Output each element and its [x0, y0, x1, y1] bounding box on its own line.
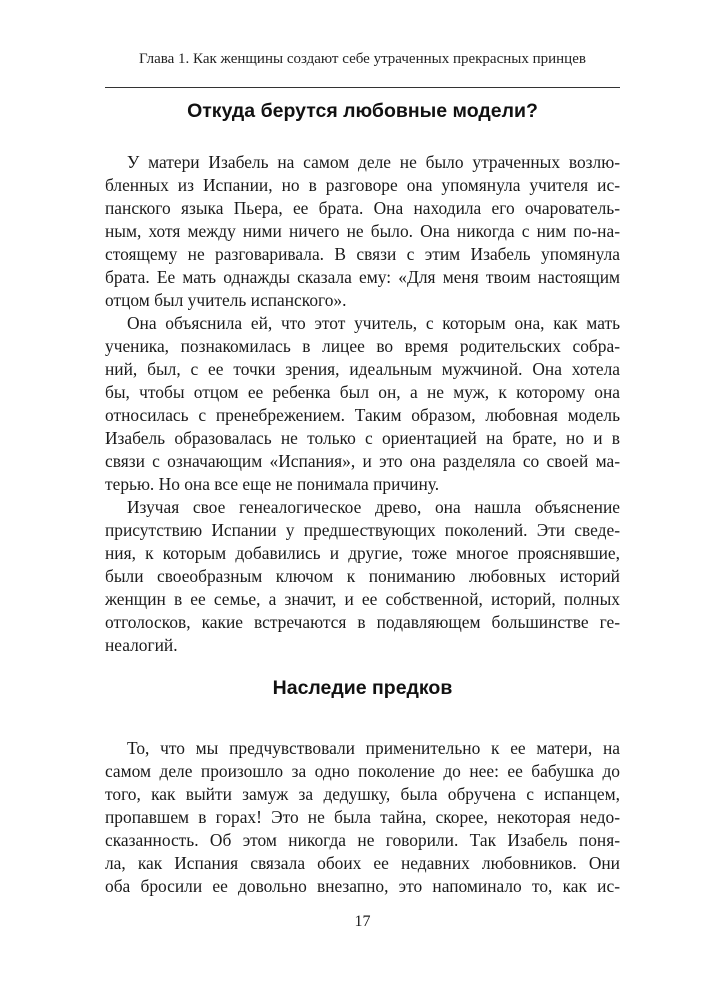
text-line: ученика, познакомилась в лицее во время родительских собра- — [105, 336, 620, 356]
header-divider — [105, 87, 620, 88]
text-line: отцом был учитель испанского». — [105, 290, 347, 310]
text-line: панского языка Пьера, ее брата. Она находила его очарователь- — [105, 198, 620, 218]
section-heading-1: Откуда берутся любовные модели? — [187, 100, 538, 122]
text-line: У матери Изабель на самом деле не было утраченных возлю- — [127, 152, 620, 172]
text-line: бы, чтобы отцом ее ребенка был он, а не муж, к которому она — [105, 382, 620, 402]
text-line: пропавшем в горах! Это не была тайна, скорее, некоторая недо- — [105, 807, 620, 827]
text-line: То, что мы предчувствовали применительно к ее матери, на — [127, 738, 620, 758]
text-line: того, как выйти замуж за дедушку, была обручена с испанцем, — [105, 784, 620, 804]
paragraph — [105, 496, 620, 657]
paragraph — [105, 151, 620, 312]
text-line: относилась с пренебрежением. Таким образом, любовная модель — [105, 405, 620, 425]
text-line: ния, к которым добавились и другие, тоже многое прояснявшие, — [105, 543, 620, 563]
text-line: оба бросили ее довольно внезапно, это напоминало то, как ис- — [105, 876, 620, 896]
section-heading-2: Наследие предков — [272, 677, 453, 699]
page-number: 17 — [354, 913, 371, 930]
text-line: ний, был, с ее точки зрения, идеальным мужчиной. Она хотела — [105, 359, 620, 379]
running-header: Глава 1. Как женщины создают себе утраченных прекрасных принцев — [139, 51, 586, 67]
text-line: бленных из Испании, но в разговоре она упомянула учителя ис- — [105, 175, 620, 195]
text-line: брата. Ее мать однажды сказала ему: «Для меня твоим настоящим — [105, 267, 620, 287]
text-line: были своеобразным ключом к пониманию любовных историй — [105, 566, 620, 586]
text-line: Она объяснила ей, что этот учитель, с которым она, как мать — [127, 313, 620, 333]
text-line: ла, как Испания связала обоих ее недавних любовников. Они — [105, 853, 620, 873]
text-line: стоящему не разговаривала. В связи с этим Изабель упомянула — [105, 244, 620, 264]
text-line: связи с означающим «Испания», и это она разделяла со своей ма- — [105, 451, 620, 471]
paragraph — [105, 312, 620, 496]
text-line: терью. Но она все еще не понимала причину. — [105, 474, 440, 494]
text-line: ным, хотя между ними ничего не было. Она никогда с ним по-на- — [105, 221, 620, 241]
text-line: неалогий. — [105, 635, 178, 655]
text-line: сказанность. Об этом никогда не говорили. Так Изабель поня- — [105, 830, 620, 850]
text-line: присутствию Испании у предшествующих поколений. Эти сведе- — [105, 520, 620, 540]
text-line: женщин в ее семье, а значит, и ее собственной, историй, полных — [105, 589, 620, 609]
paragraph — [105, 737, 620, 898]
text-line: отголосков, какие встречаются в подавляющем большинстве ге- — [105, 612, 620, 632]
text-line: Изучая свое генеалогическое древо, она нашла объяснение — [127, 497, 620, 517]
text-line: Изабель образовалась не только с ориентацией на брате, но и в — [105, 428, 620, 448]
text-line: самом деле произошло за одно поколение до нее: ее бабушка до — [105, 761, 620, 781]
